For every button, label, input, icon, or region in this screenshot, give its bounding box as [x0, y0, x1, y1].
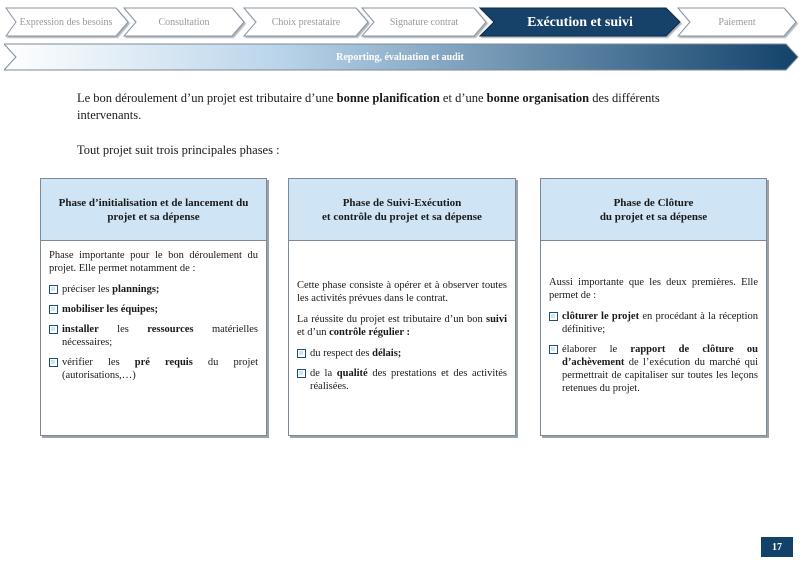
bullet-text: du projet (autorisations,…) — [62, 357, 259, 381]
bullet-bold: pré requis — [134, 357, 193, 368]
bullet-bold: qualité — [336, 368, 368, 379]
list-item — [297, 347, 507, 360]
phase-3-list — [549, 310, 758, 395]
phase-1-list — [49, 283, 258, 382]
phase-2-list — [297, 347, 507, 393]
bullet-bold: mobiliser les équipes; — [62, 304, 159, 315]
checkbox-bullet-icon — [49, 358, 58, 367]
phase-2-title — [322, 196, 482, 224]
phase-3-title — [600, 196, 707, 224]
p2-bold-suivi: suivi — [485, 314, 507, 325]
bullet-text: élaborer le — [562, 344, 631, 355]
checkbox-bullet-icon — [49, 325, 58, 334]
step-choix-prestataire: Choix prestataire — [271, 16, 341, 28]
intro-bold-planification: bonne planification — [336, 91, 440, 105]
bullet-text: du respect des — [310, 348, 373, 359]
step-paiement: Paiement — [718, 16, 756, 28]
step-consultation: Consultation — [158, 16, 210, 28]
intro-phases-line: Tout projet suit trois principales phases : — [77, 143, 280, 157]
phase-3-title-line2: du projet et sa dépense — [599, 211, 708, 223]
phase-1-title: Phase d’initialisation et de lancement du projet et sa dépense — [58, 197, 249, 223]
phase-2-header — [288, 178, 516, 242]
bullet-bold: plannings; — [112, 284, 160, 295]
bullet-text: vérifier les — [62, 357, 135, 368]
checkbox-bullet-icon — [297, 349, 306, 358]
bullet-text: matérielles nécessaires; — [62, 324, 259, 348]
bullet-bold: rapport de clôture ou d’achèvement — [562, 344, 758, 368]
bullet-bold: installer — [62, 324, 99, 335]
bullet-bold: clôturer le projet — [562, 311, 640, 322]
phase-3-title-line1: Phase de Clôture — [613, 197, 694, 209]
checkbox-bullet-icon — [49, 285, 58, 294]
intro-bold-organisation: bonne organisation — [486, 91, 590, 105]
phase-1-header — [40, 178, 267, 242]
bullet-text: les — [98, 324, 148, 335]
list-item — [49, 283, 258, 296]
bullet-bold: ressources — [147, 324, 194, 335]
phase-2-paragraph-1: Cette phase consiste à opérer et à observer toutes les activités prévues dans le contrat. — [297, 280, 507, 304]
banner-label: Reporting, évaluation et audit — [336, 51, 464, 63]
step-signature-contrat: Signature contrat — [389, 16, 459, 28]
intro-text-1: Le bon déroulement d’un projet est tributaire d’une — [77, 91, 337, 105]
phase-3-body — [540, 240, 767, 436]
phase-2-title-line2: et contrôle du projet et sa dépense — [322, 211, 482, 223]
p2-text: La réussite du projet est tributaire d’un bon — [297, 314, 486, 325]
list-item — [549, 343, 758, 395]
checkbox-bullet-icon — [549, 312, 558, 321]
bullet-bold: délais; — [372, 348, 402, 359]
page-number-badge: 17 — [761, 537, 793, 557]
phase-2-title-line1: Phase de Suivi-Exécution — [342, 197, 462, 209]
bullet-text: de l’exécution du marché qui permettrait de capitaliser sur toutes les leçons retenues du projet. — [562, 357, 758, 394]
checkbox-bullet-icon — [49, 305, 58, 314]
step-expression-besoins: Expression des besoins — [19, 16, 113, 28]
checkbox-bullet-icon — [549, 345, 558, 354]
phase-1-body — [40, 240, 267, 436]
phase-3-header — [540, 178, 767, 242]
p2-bold-controle: contrôle régulier : — [329, 327, 410, 338]
bullet-text: de la — [310, 368, 337, 379]
intro-text-2: et d’une — [439, 91, 487, 105]
list-item — [49, 323, 258, 349]
bullet-text: préciser les — [62, 284, 113, 295]
list-item — [49, 356, 258, 382]
intro-text-3: des différents intervenants. — [77, 91, 660, 122]
phase-2-paragraph-2 — [297, 313, 507, 339]
bullet-text: des prestations et des activités réalisées. — [310, 368, 507, 392]
phase-3-paragraph: Aussi importante que les deux premières. Elle permet de : — [549, 277, 758, 301]
phase-1-paragraph: Phase importante pour le bon déroulement du projet. Elle permet notamment de : — [49, 250, 258, 274]
process-steps-bar — [0, 0, 800, 40]
p2-text-mid: et d’un — [297, 327, 330, 338]
list-item — [549, 310, 758, 336]
list-item — [297, 367, 507, 393]
step-execution-suivi: Exécution et suivi — [527, 14, 633, 30]
intro-paragraph — [77, 90, 717, 124]
phase-2-body — [288, 240, 516, 436]
bullet-text: en procédant à la réception définitive; — [562, 311, 759, 335]
list-item — [49, 303, 258, 316]
checkbox-bullet-icon — [297, 369, 306, 378]
